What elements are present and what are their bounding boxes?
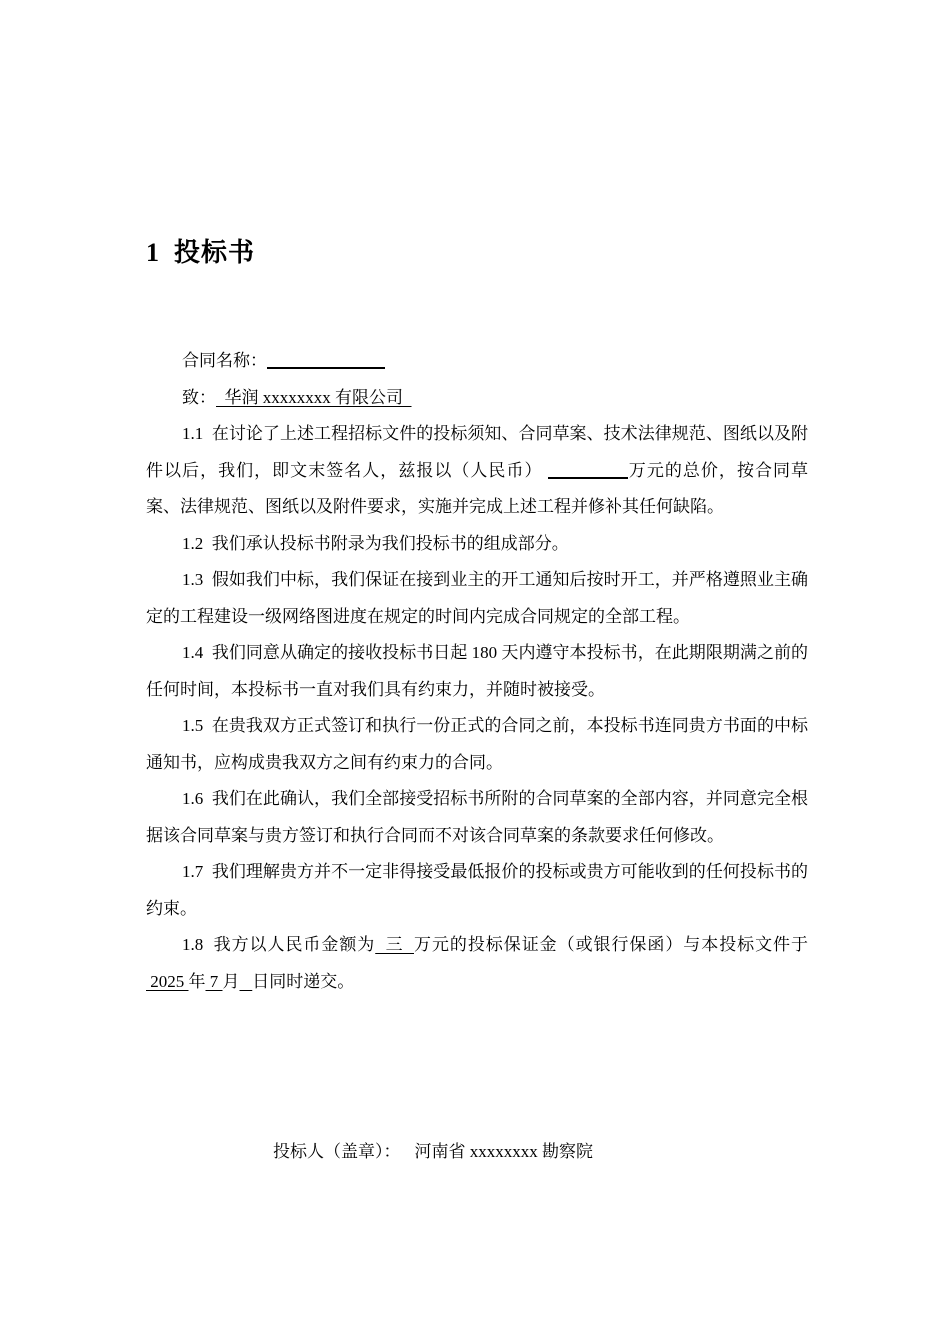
submit-month: 7 [205, 971, 223, 991]
month-unit: 月 [222, 971, 240, 991]
clause-text: 在贵我双方正式签订和执行一份正式的合同之前，本投标书连同贵方书面的中标通知书，应构成贵我双方之间有约束力的合同。 [146, 716, 809, 772]
clause-text: 假如我们中标，我们保证在接到业主的开工通知后按时开工，并严格遵照业主确定的工程建设一级网络图进度在规定的时间内完成合同规定的全部工程。 [146, 570, 809, 626]
clause-text: 我们理解贵方并不一定非得接受最低报价的投标或贵方可能收到的任何投标书的约束。 [146, 862, 809, 918]
clause-text: 万元的总价，按合同草案、法律规范、图纸以及附件要求，实施并完成上述工程并修补其任何缺陷。 [146, 460, 809, 516]
clause-1-3 [146, 562, 808, 635]
clause-text: 我们承认投标书附录为我们投标书的组成部分。 [211, 533, 569, 553]
contract-name-blank [267, 349, 385, 369]
clause-text: 日同时递交。 [252, 971, 355, 991]
contract-name-line [146, 343, 808, 380]
clause-text: 我方以人民币金额为 [213, 935, 376, 954]
clause-number: 1.8 [182, 935, 204, 954]
submit-year: 2025 [146, 971, 189, 991]
section-heading [146, 232, 255, 269]
contract-name-label: 合同名称： [182, 351, 267, 370]
clause-number: 1.5 [182, 716, 204, 735]
clause-text: 在讨论了上述工程招标文件的投标须知、合同草案、技术法律规范、图纸以及附件以后，我们，即文末签名人，兹报以（人民币） [146, 424, 809, 480]
submit-day-blank [240, 972, 253, 991]
clause-1-4 [146, 635, 808, 708]
clause-number: 1.3 [182, 570, 204, 589]
signature-label: 投标人（盖章）： [273, 1142, 401, 1161]
addressee-label: 致： [182, 387, 216, 407]
clause-1-7 [146, 854, 808, 927]
clause-text: 我们同意从确定的接收投标书日起 180 天内遵守本投标书，在此期限期满之前的任何时间，本投标书一直对我们具有约束力，并随时被接受。 [146, 643, 809, 699]
price-blank [548, 459, 628, 479]
clause-1-8 [146, 927, 808, 1000]
signature-line [273, 1137, 593, 1162]
year-unit: 年 [188, 971, 206, 991]
section-number: 1 [146, 238, 160, 267]
clause-number: 1.2 [182, 533, 204, 553]
clause-number: 1.4 [182, 643, 204, 662]
signature-value: 河南省 xxxxxxxx 勘察院 [414, 1142, 593, 1161]
section-title: 投标书 [174, 238, 256, 267]
document-body [146, 343, 808, 1000]
addressee-line [146, 380, 808, 417]
clause-1-1 [146, 416, 808, 526]
clause-1-6 [146, 781, 808, 854]
clause-number: 1.1 [182, 424, 204, 443]
clause-number: 1.6 [182, 789, 204, 808]
bond-amount: 三 [375, 935, 414, 954]
clause-1-2 [146, 526, 808, 563]
clause-number: 1.7 [182, 862, 204, 881]
clause-1-5 [146, 708, 808, 781]
clause-text: 万元的投标保证金（或银行保函）与本投标文件于 [414, 935, 809, 954]
clause-text: 我们在此确认，我们全部接受招标书所附的合同草案的全部内容，并同意完全根据该合同草案与贵方签订和执行合同而不对该合同草案的条款要求任何修改。 [146, 789, 809, 845]
addressee-company: 华润 xxxxxxxx 有限公司 [216, 387, 412, 407]
